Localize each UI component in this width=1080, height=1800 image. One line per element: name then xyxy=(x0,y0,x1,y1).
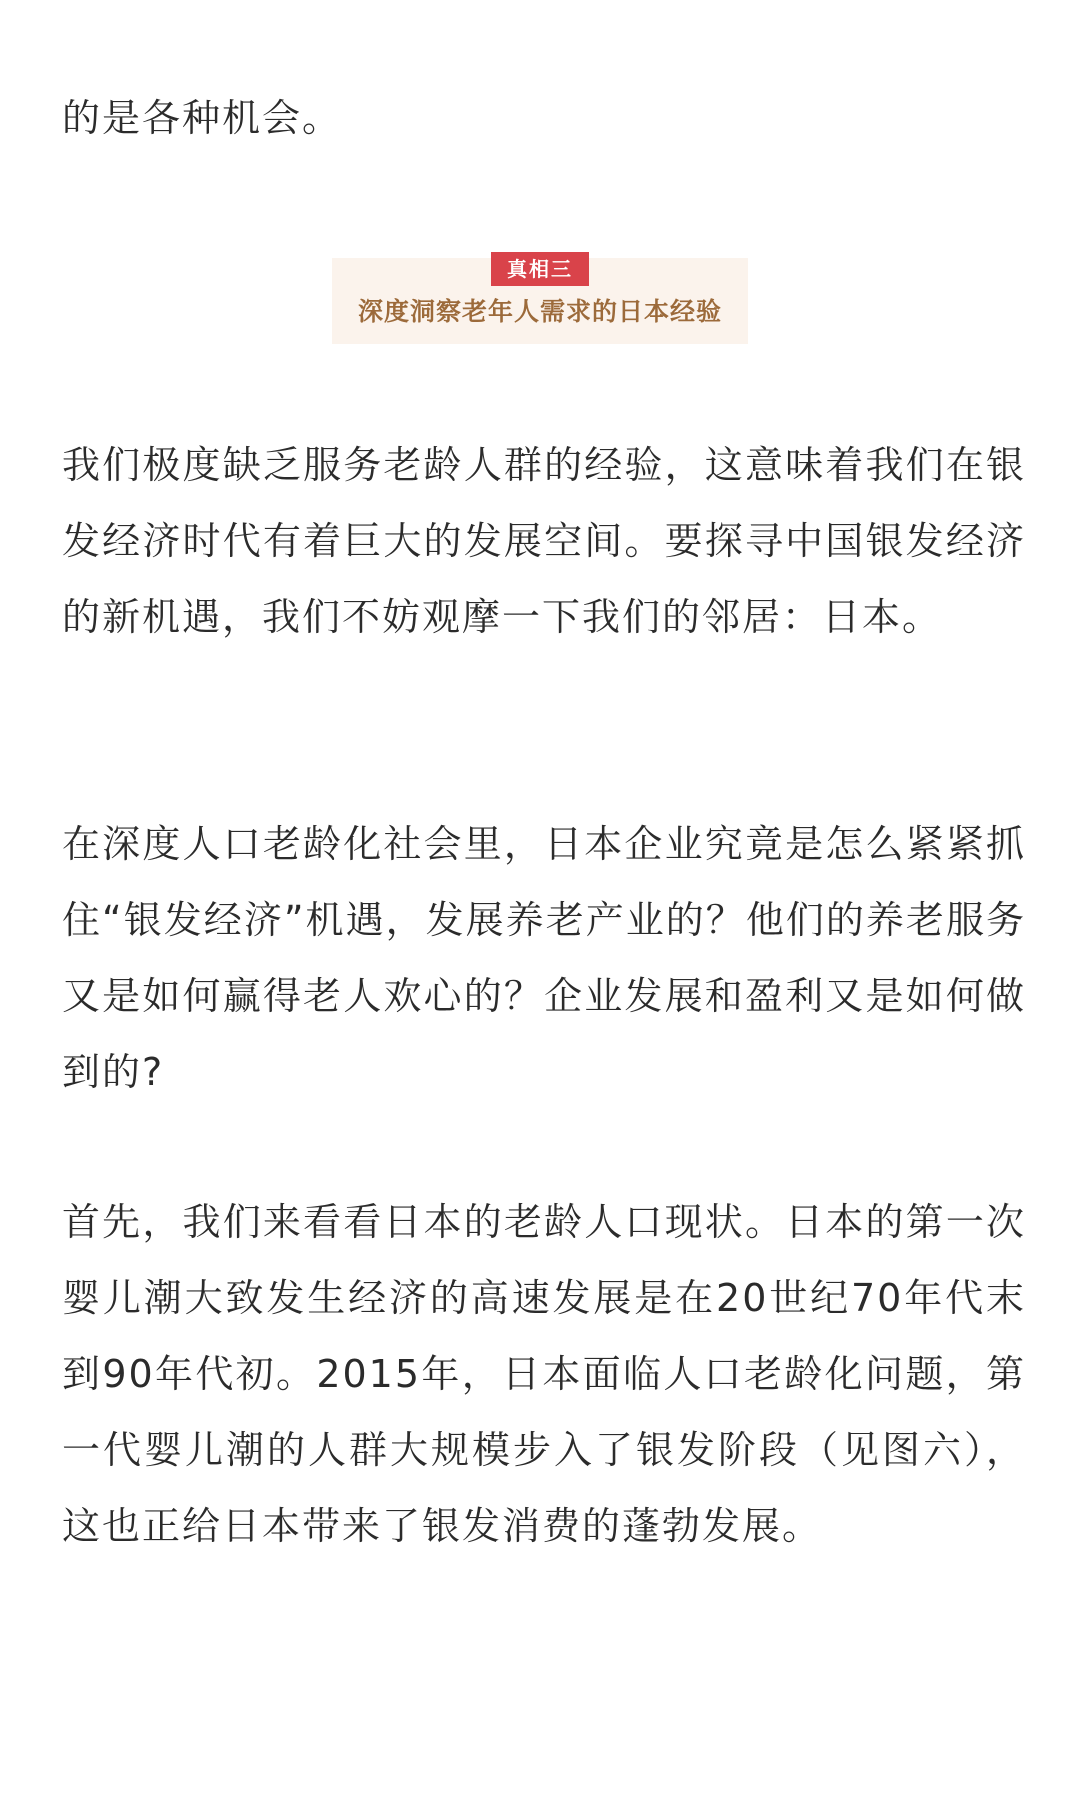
article-paragraph: 在深度人口老龄化社会里，日本企业究竟是怎么紧紧抓住“银发经济”机遇，发展养老产业的？他们的养老服务又是如何赢得老人欢心的？企业发展和盈利又是如何做到的? xyxy=(62,822,1026,1094)
section-banner xyxy=(332,258,748,344)
section-badge: 真相三 xyxy=(491,252,589,286)
intro-tail-paragraph: 的是各种机会。 xyxy=(62,96,343,140)
article-paragraph: 首先，我们来看看日本的老龄人口现状。日本的第一次婴儿潮大致发生经济的高速发展是在20世纪70年代末到90年代初。2015年，日本面临人口老龄化问题，第一代婴儿潮的人群大规模步入了银发阶段（见图六），这也正给日本带来了银发消费的蓬勃发展。 xyxy=(62,1200,1026,1548)
section-subtitle: 深度洞察老年人需求的日本经验 xyxy=(357,297,722,326)
article-paragraph: 我们极度缺乏服务老龄人群的经验，这意味着我们在银发经济时代有着巨大的发展空间。要探寻中国银发经济的新机遇，我们不妨观摩一下我们的邻居：日本。 xyxy=(62,443,1026,639)
